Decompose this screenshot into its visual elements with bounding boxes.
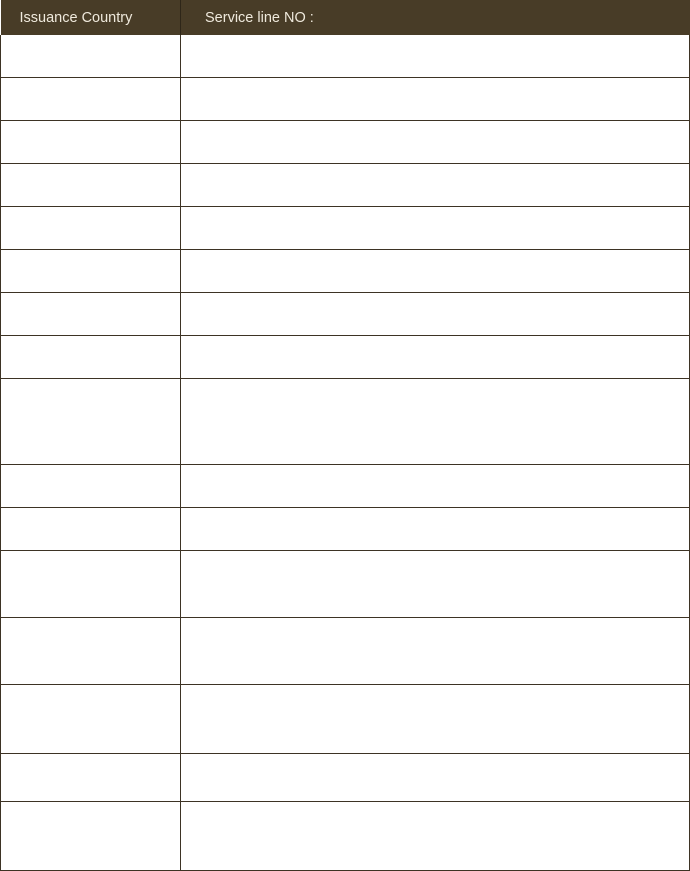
header-row bbox=[1, 0, 690, 35]
table-row bbox=[1, 121, 690, 164]
country-cell bbox=[1, 618, 181, 685]
service-line-cell bbox=[181, 78, 690, 121]
service-line-cell bbox=[181, 164, 690, 207]
country-cell bbox=[1, 685, 181, 754]
country-cell bbox=[1, 164, 181, 207]
country-cell bbox=[1, 551, 181, 618]
table-row bbox=[1, 207, 690, 250]
table-header bbox=[1, 0, 690, 35]
country-cell bbox=[1, 379, 181, 465]
country-cell bbox=[1, 754, 181, 802]
table-row bbox=[1, 465, 690, 508]
country-cell bbox=[1, 35, 181, 78]
table-row bbox=[1, 250, 690, 293]
table-row bbox=[1, 35, 690, 78]
service-line-cell bbox=[181, 618, 690, 685]
table-row bbox=[1, 551, 690, 618]
service-line-cell bbox=[181, 121, 690, 164]
country-cell bbox=[1, 802, 181, 871]
country-cell bbox=[1, 207, 181, 250]
service-line-cell bbox=[181, 35, 690, 78]
service-line-cell bbox=[181, 551, 690, 618]
header-issuance-country: Issuance Country bbox=[1, 0, 181, 35]
table-row bbox=[1, 508, 690, 551]
country-cell bbox=[1, 336, 181, 379]
country-cell bbox=[1, 293, 181, 336]
table-row bbox=[1, 379, 690, 465]
service-line-cell bbox=[181, 685, 690, 754]
table-row bbox=[1, 754, 690, 802]
table-row bbox=[1, 164, 690, 207]
table-row bbox=[1, 802, 690, 871]
country-cell bbox=[1, 250, 181, 293]
table-row bbox=[1, 78, 690, 121]
country-cell bbox=[1, 508, 181, 551]
country-cell bbox=[1, 121, 181, 164]
service-line-cell bbox=[181, 250, 690, 293]
country-cell bbox=[1, 78, 181, 121]
table-row bbox=[1, 293, 690, 336]
table-row bbox=[1, 618, 690, 685]
service-line-cell bbox=[181, 379, 690, 465]
table-row bbox=[1, 685, 690, 754]
service-line-cell bbox=[181, 336, 690, 379]
service-line-cell bbox=[181, 508, 690, 551]
service-line-cell bbox=[181, 754, 690, 802]
header-service-line-no: Service line NO : bbox=[181, 0, 690, 35]
table-body bbox=[1, 35, 690, 871]
service-line-cell bbox=[181, 207, 690, 250]
service-line-cell bbox=[181, 802, 690, 871]
service-line-cell bbox=[181, 293, 690, 336]
service-line-cell bbox=[181, 465, 690, 508]
table-row bbox=[1, 336, 690, 379]
country-cell bbox=[1, 465, 181, 508]
